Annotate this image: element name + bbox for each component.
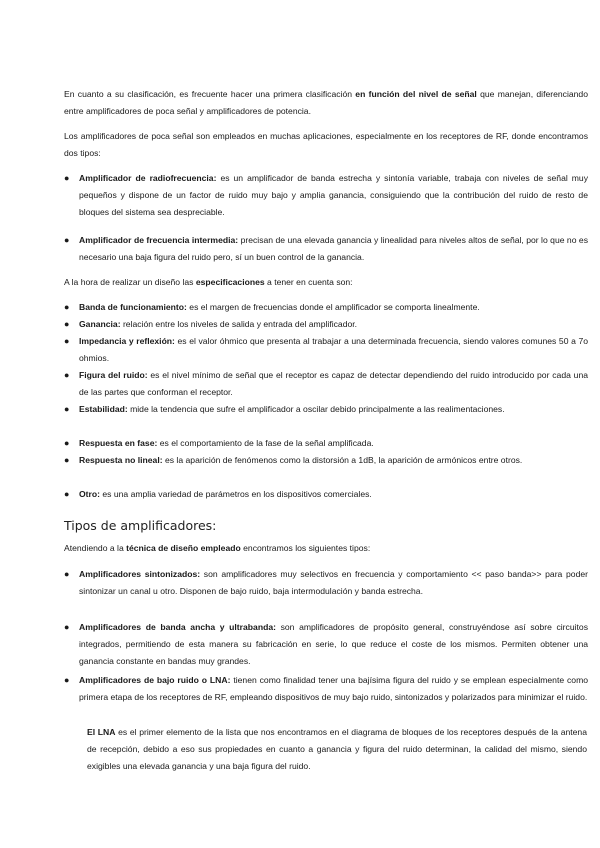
spec-item <box>64 452 588 469</box>
bullet-icon: ● <box>64 302 70 312</box>
design-type-item <box>64 619 588 670</box>
intro-bold: en función del nivel de señal <box>355 89 477 99</box>
design-type-term: Amplificadores de banda ancha y ultrabanda: <box>79 622 276 632</box>
spec-term: Estabilidad: <box>79 404 128 414</box>
list-item-term: Amplificador de radiofrecuencia: <box>79 173 217 183</box>
section-intro-text: Atendiendo a la <box>64 543 127 553</box>
spec-intro-text-end: a tener en cuenta son: <box>264 277 353 287</box>
spec-text: es el valor óhmico que presenta al trabajar a una determinada frecuencia, siendo valores comunes 50 a 7o ohmios. <box>79 336 588 363</box>
design-type-text: son amplificadores muy selectivos en frecuencia y comportamiento << paso banda>> para poder sintonizar un canal u otro. Disponen de bajo ruido, baja intermodulación y banda estrecha. <box>79 569 588 596</box>
list-item-text: precisan de una elevada ganancia y linealidad para niveles altos de señal, por lo que no es necesario una baja figura del ruido pero, sí un buen control de la ganancia. <box>79 235 588 262</box>
intro-text-end: que manejan, diferenciando entre amplificadores de poca señal y amplificadores de potencia. <box>64 89 588 116</box>
spec-item <box>64 435 588 452</box>
spec-text: es una amplia variedad de parámetros en los dispositivos comerciales. <box>100 489 372 499</box>
lna-note-term: El LNA <box>87 727 116 737</box>
lna-note-text: es el primer elemento de la lista que nos encontramos en el diagrama de bloques de los receptores después de la antena de recepción, debido a eso sus propiedades en cuanto a ganancia y figura del ruido determinan, la calidad del mismo, siendo exigibles una elevada ganancia y una baja figura del ruido. <box>87 727 587 771</box>
bullet-icon: ● <box>64 622 70 632</box>
spec-item <box>64 401 588 418</box>
design-type-term: Amplificadores de bajo ruido o LNA: <box>79 675 231 685</box>
spec-text: es el nivel mínimo de señal que el receptor es capaz de detectar dependiendo del ruido introducido por cada una de las partes que conforman el receptor. <box>79 370 589 397</box>
bullet-icon: ● <box>64 336 70 346</box>
section-intro <box>64 540 588 557</box>
bullet-icon: ● <box>64 173 70 183</box>
spec-term: Banda de funcionamiento: <box>79 302 187 312</box>
design-type-text: son amplificadores de propósito general, construyéndose así sobre circuitos integrados, permitiendo de esta manera su fabricación en serie, lo que reduce el coste de los mismos. Permiten obtener una ganancia constante en bandas muy grandes. <box>79 622 588 666</box>
spec-intro-text: A la hora de realizar un diseño las <box>64 277 196 287</box>
design-type-item <box>64 566 588 600</box>
spec-intro-bold: especificaciones <box>195 277 265 287</box>
section-intro-bold: técnica de diseño empleado <box>126 543 241 553</box>
bullet-icon: ● <box>64 675 70 685</box>
bullet-icon: ● <box>64 489 70 499</box>
bullet-icon: ● <box>64 455 70 465</box>
lna-note <box>87 724 587 775</box>
bullet-icon: ● <box>64 319 70 329</box>
list-item-term: Amplificador de frecuencia intermedia: <box>79 235 239 245</box>
design-type-item <box>64 672 588 706</box>
intro-paragraph-2: Los amplificadores de poca señal son empleados en muchas aplicaciones, especialmente en los receptores de RF, donde encontramos dos tipos: <box>64 131 588 158</box>
spec-text: es el margen de frecuencias donde el amplificador se comporta linealmente. <box>186 302 480 312</box>
spec-text: relación entre los niveles de salida y entrada del amplificador. <box>120 319 358 329</box>
section-intro-text-end: encontramos los siguientes tipos: <box>240 543 371 553</box>
bullet-icon: ● <box>64 569 70 579</box>
intro-paragraph-1 <box>64 86 588 120</box>
section-heading: Tipos de amplificadores: <box>64 518 217 533</box>
spec-item <box>64 367 588 401</box>
spec-text: es el comportamiento de la fase de la señal amplificada. <box>157 438 374 448</box>
list-item-text: es un amplificador de banda estrecha y sintonía variable, trabaja con niveles de señal muy pequeños y dispone de un factor de ruido muy bajo y amplia ganancia, consiguiendo que la contribución del ruido de resto de bloques del sistema sea despreciable. <box>79 173 588 217</box>
design-type-term: Amplificadores sintonizados: <box>79 569 201 579</box>
spec-intro <box>64 274 588 291</box>
spec-term: Ganancia: <box>79 319 121 329</box>
bullet-icon: ● <box>64 438 70 448</box>
spec-item <box>64 333 588 367</box>
intro-text: En cuanto a su clasificación, es frecuente hacer una primera clasificación <box>64 89 356 99</box>
bullet-icon: ● <box>64 370 70 380</box>
list-item-fi <box>64 232 588 266</box>
list-item-rf <box>64 170 588 221</box>
spec-term: Figura del ruido: <box>79 370 148 380</box>
spec-term: Otro: <box>79 489 101 499</box>
spec-text: es la aparición de fenómenos como la distorsión a 1dB, la aparición de armónicos entre otros. <box>162 455 523 465</box>
bullet-icon: ● <box>64 235 70 245</box>
spec-item <box>64 299 588 316</box>
spec-term: Respuesta no lineal: <box>79 455 163 465</box>
design-type-text: tienen como finalidad tener una bajísima figura del ruido y se emplean especialmente como primera etapa de los receptores de RF, empleando dispositivos de muy bajo ruido, sintonizados y polarizados para minimizar el ruido. <box>79 675 589 702</box>
spec-text: mide la tendencia que sufre el amplificador a oscilar debido principalmente a las realimentaciones. <box>127 404 505 414</box>
spec-item <box>64 316 588 333</box>
bullet-icon: ● <box>64 404 70 414</box>
spec-term: Impedancia y reflexión: <box>79 336 175 346</box>
spec-term: Respuesta en fase: <box>79 438 158 448</box>
spec-item <box>64 486 588 503</box>
